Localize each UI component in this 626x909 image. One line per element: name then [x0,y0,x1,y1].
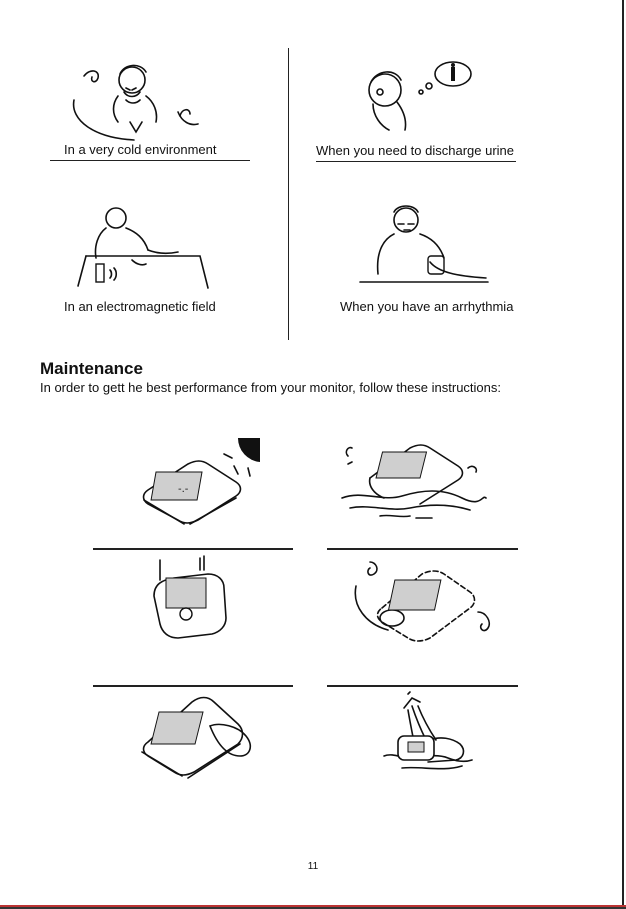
illustration-divider [327,548,518,550]
man-with-phone-near-cuff-illustration [76,202,210,290]
man-thinking-of-toilet-illustration [355,58,475,140]
condition-caption: In a very cold environment [64,142,217,157]
column-divider [288,48,289,340]
page-number: 11 [307,861,319,872]
condition-caption: In an electromagnetic field [64,299,216,314]
monitor-in-water-illustration [340,438,486,524]
man-with-cuff-illustration [358,202,492,292]
svg-text:-.-: -.- [178,484,189,495]
shivering-man-illustration [70,58,200,140]
caption-underline [316,161,516,162]
cuff-under-water-illustration [382,692,474,776]
page-border-right [622,0,624,905]
monitor-hanging-illustration [148,556,244,642]
condition-caption: When you need to discharge urine [316,143,515,158]
illustration-divider [93,685,293,687]
caption-underline [50,160,250,161]
section-heading: Maintenance [40,359,143,378]
monitor-with-cuff-illustration [140,692,260,778]
illustration-divider [93,548,293,550]
section-intro: In order to gett he best performance from your monitor, follow these instructions: [40,380,501,395]
illustration-divider [327,685,518,687]
monitor-in-sunlight-illustration [140,438,272,522]
monitor-in-wind-illustration [348,556,498,654]
condition-caption: When you have an arrhythmia [340,299,514,314]
